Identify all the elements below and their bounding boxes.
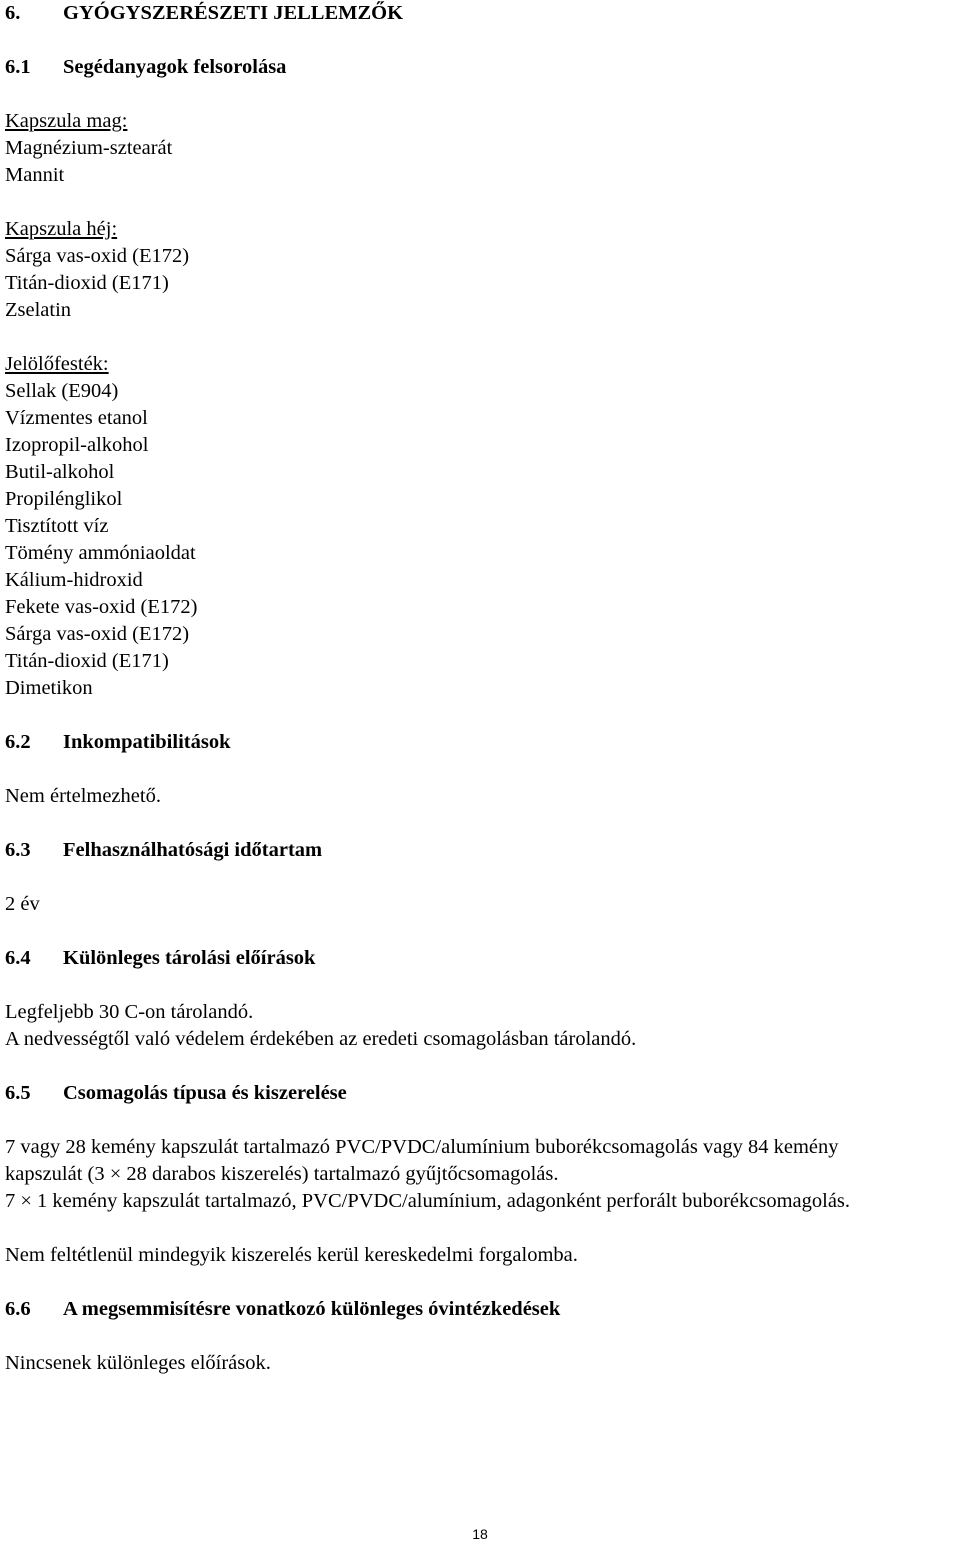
section-title: Különleges tárolási előírások (63, 947, 316, 969)
section-text: 2 év (5, 893, 40, 915)
list-item: Tisztított víz (5, 515, 109, 537)
page-number: 18 (472, 1526, 488, 1542)
section-number: 6.6 (5, 1298, 31, 1320)
section-number: 6.4 (5, 947, 31, 969)
section-number: 6.3 (5, 839, 31, 861)
section-number: 6.1 (5, 56, 31, 78)
section-6-4-heading (5, 945, 315, 972)
section-text: A nedvességtől való védelem érdekében az eredeti csomagolásban tárolandó. (5, 1028, 637, 1050)
section-6-3-heading (5, 837, 322, 864)
section-title: Felhasználhatósági időtartam (63, 839, 323, 861)
capsule-shell-heading: Kapszula héj: (5, 218, 118, 240)
list-item: Vízmentes etanol (5, 407, 148, 429)
section-number: 6. (5, 2, 21, 24)
list-item: Magnézium-sztearát (5, 137, 173, 159)
list-item: Fekete vas-oxid (E172) (5, 596, 198, 618)
section-note: Nem feltétlenül mindegyik kiszerelés kerül kereskedelmi forgalomba. (5, 1244, 578, 1266)
section-number: 6.5 (5, 1082, 31, 1104)
list-item: Kálium-hidroxid (5, 569, 143, 591)
section-title: Csomagolás típusa és kiszerelése (63, 1082, 347, 1104)
list-item: Butil-alkohol (5, 461, 115, 483)
list-item: Titán-dioxid (E171) (5, 272, 169, 294)
section-6-heading (5, 0, 403, 27)
list-item: Dimetikon (5, 677, 93, 699)
section-text: 7 vagy 28 kemény kapszulát tartalmazó PVC/PVDC/alumínium buborékcsomagolás vagy 84 kemény (5, 1136, 839, 1158)
section-6-2-heading (5, 729, 230, 756)
list-item: Zselatin (5, 299, 72, 321)
section-6-1-heading (5, 54, 286, 81)
section-title: GYÓGYSZERÉSZETI JELLEMZŐK (63, 2, 404, 24)
section-text: Nincsenek különleges előírások. (5, 1352, 271, 1374)
section-title: Inkompatibilitások (63, 731, 231, 753)
section-text: Legfeljebb 30 C-on tárolandó. (5, 1001, 254, 1023)
list-item: Propilénglikol (5, 488, 123, 510)
section-number: 6.2 (5, 731, 31, 753)
section-text: kapszulát (3 × 28 darabos kiszerelés) tartalmazó gyűjtőcsomagolás. (5, 1163, 559, 1185)
list-item: Mannit (5, 164, 65, 186)
list-item: Sellak (E904) (5, 380, 119, 402)
section-text: 7 × 1 kemény kapszulát tartalmazó, PVC/PVDC/alumínium, adagonként perforált buborékcsomagolás. (5, 1190, 851, 1212)
section-6-6-heading (5, 1296, 560, 1323)
section-text: Nem értelmezhető. (5, 785, 161, 807)
list-item: Izopropil-alkohol (5, 434, 149, 456)
list-item: Sárga vas-oxid (E172) (5, 623, 190, 645)
capsule-core-heading: Kapszula mag: (5, 110, 128, 132)
ink-heading: Jelölőfesték: (5, 353, 109, 375)
section-6-5-heading (5, 1080, 347, 1107)
list-item: Titán-dioxid (E171) (5, 650, 169, 672)
list-item: Sárga vas-oxid (E172) (5, 245, 190, 267)
section-title: Segédanyagok felsorolása (63, 56, 287, 78)
list-item: Tömény ammóniaoldat (5, 542, 196, 564)
section-title: A megsemmisítésre vonatkozó különleges óvintézkedések (63, 1298, 561, 1320)
